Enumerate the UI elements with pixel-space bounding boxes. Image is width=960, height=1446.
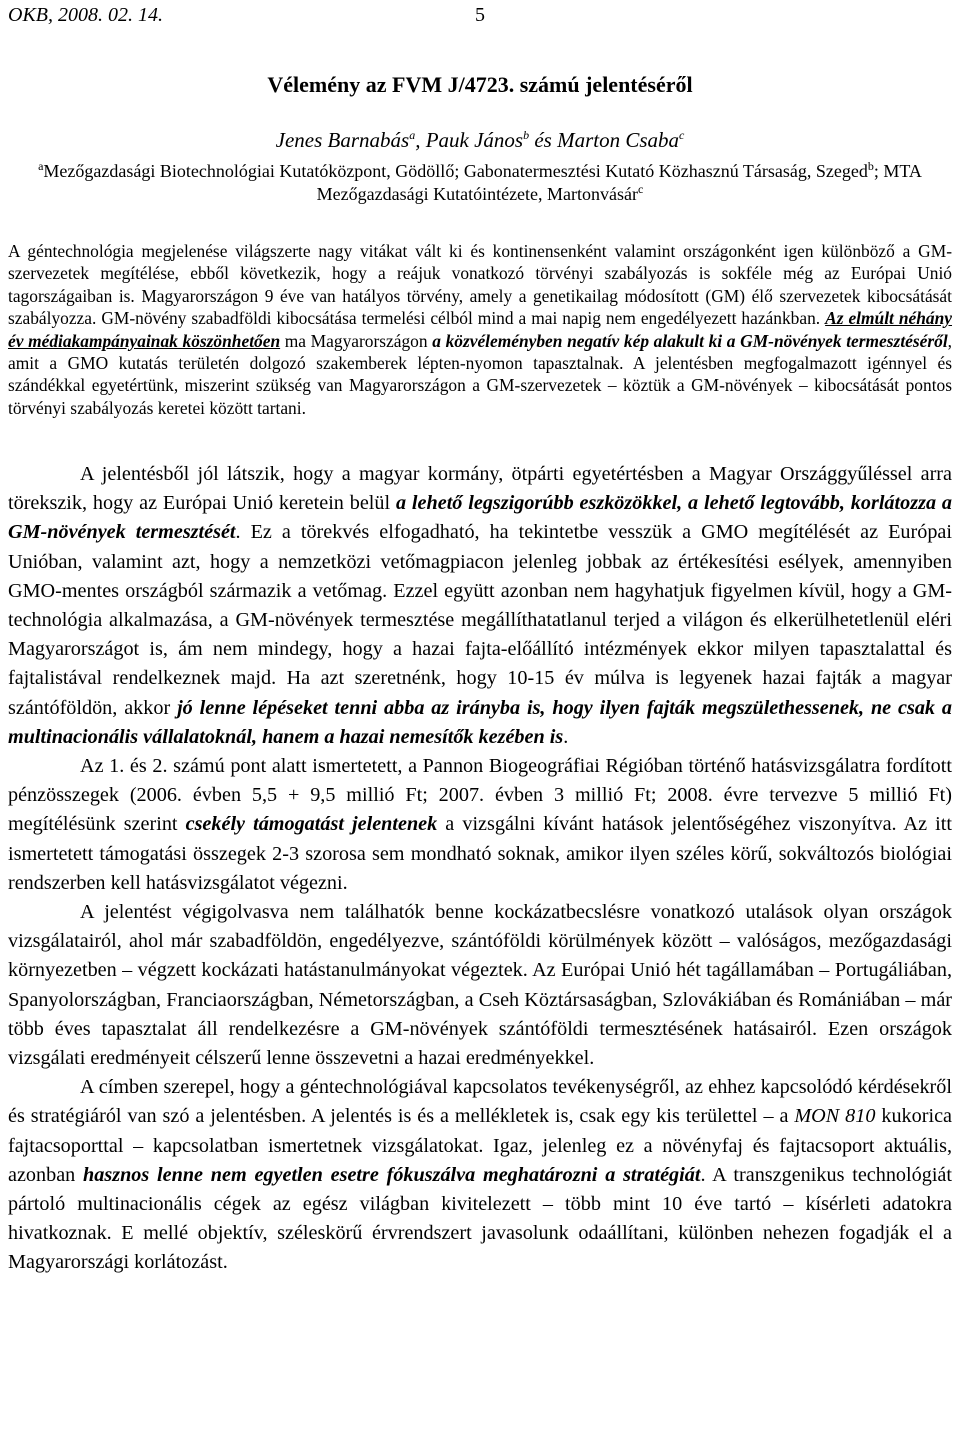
abstract [8,240,952,419]
author-superscript: a [409,128,416,142]
author-superscript: c [679,128,685,142]
abstract-text: A géntechnológia megjelenése világszerte nagy vitákat vált ki és kontinensenként valamint országonként igen különböző a GM-szervezetek megítélése, ebből következik, hogy a reájuk vonatkozó törvényi szabályozás is sokféle még az Európai Unió tagországaiban is. Magyarországon 9 éve van hatályos törvény, amely a genetikailag módosított (GM) élő szervezetek kibocsátását szabályozza. GM-növény szabadföldi kibocsátása termelési célból mind a mai napig nem engedélyezett hazánkban. [8,241,952,329]
author-name: Jenes Barnabás [275,128,410,152]
header-date: OKB, 2008. 02. 14. [8,4,163,26]
paragraph [8,1073,952,1277]
affiliation-text: Mezőgazdasági Biotechnológiai Kutatóközpont, Gödöllő; Gabonatermesztési Kutató Közhasznú Társaság, Szeged [43,161,868,181]
paragraph-text: A jelentésből jól látszik, hogy a magyar kormány, ötpárti egyetértésben a Magyar Országgyűléssel arra törekszik, hogy az Európai Unió keretein belül [8,463,952,515]
paragraph-italic: MON 810 [794,1105,876,1128]
paragraph-text: A címben szerepel, hogy a géntechnológiával kapcsolatos tevékenységről, az ehhez kapcsolódó kérdésekről és stratégiáról van szó a jelentésben. A jelentés is és a mellékletek is, csak egy kis területtel – a [8,1076,952,1128]
author-name: Pauk János [425,128,524,152]
paragraph-text: . [563,725,569,748]
affiliation-superscript: a [38,159,44,173]
paragraph-text: A jelentést végigolvasva nem találhatók benne kockázatbecslésre vonatkozó utalások olyan országok vizsgálatairól, ahol már szabadföldön, engedélyezve, szántóföldi körülmények között – valóságos, mezőgazdasági környezetben – végzett kockázati hatástanulmányokat végeztek. Az Európai Unió hét tagállamában – Portugáliában, Spanyolországban, Franciaországban, Németországban, a Cseh Köztársaságban, Szlovákiában és Romániában – már több éves tapasztalat áll rendelkezésre a GM-növények szántóföldi termesztésének hatásairól. Ezen országok vizsgálati eredményeit célszerű lenne összevetni a hazai eredményekkel. [8,901,952,1070]
paragraph-text: . A transzgenikus technológiát pártoló multinacionális cégek az egész világban kivitelezett – több mint 10 éve tartó – kísérleti adatokra hivatkoznak. E mellé objektív, széleskörű érvrendszert javasolunk odaállítani, különben nehezen fogadják el a Magyarországi korlátozást. [8,1163,952,1274]
body-text [8,460,952,1278]
affiliations [8,160,952,206]
paragraph [8,898,952,1073]
page-number: 5 [475,4,485,26]
paragraph-emphasis: csekély támogatást jelentenek [185,813,438,836]
abstract-emphasis: Az elmúlt néhány év médiakampányainak köszönhetően [8,308,953,351]
abstract-emphasis: a közvéleményben negatív kép alakult ki a GM-növények termesztéséről [432,330,948,351]
abstract-text: , amit a GMO kutatás területén dolgozó szakemberek lépten-nyomon tapasztalnak. A jelentésben megfogalmazott igénnyel és szándékkal egyetértünk, miszerint szükség van Magyarországon a GM-szervezetek – köztük a GM-növények – kibocsátását pontos törvényi szabályozás keretei között tartani. [8,330,953,418]
paragraph-text: Az 1. és 2. számú pont alatt ismertetett, a Pannon Biogeográfiai Régióban történő hatásvizsgálatra fordított pénzösszegek (2006. évben 5,5 + 9,5 millió Ft; 2007. évben 3 millió Ft; 2008. évre tervezve 5 millió Ft) megítélésünk szerint [8,755,952,836]
paragraph-emphasis: jó lenne lépéseket tenni abba az irányba is, hogy ilyen fajták megszülethessenek, ne csak a multinacionális vállalatoknál, hanem a hazai nemesítők kezében is [8,696,953,748]
affiliation-superscript: c [638,182,644,196]
paragraph-text: . Ez a törekvés elfogadható, ha tekintetbe vesszük a GMO megítélését az Európai Unióban, valamint azt, hogy a nemzetközi vetőmagpiacon jelenleg jobbak az értékesítési esélyek, amennyiben GMO-mentes országból származik a vetőmag. Ezzel együtt azonban nem hagyhatjuk figyelmen kívül, hogy a GM-technológia alkalmazása, a GM-növények termesztése megállíthatatlanul terjed a világon és elkerülhetetlenül eléri Magyarországot is, ám nem mindegy, hogy a hazai fajta-előállító intézmények ekkor milyen tapasztalattal és fajtalistával rendelkeznek majd. Ha azt szeretnénk, hogy 10-15 év múlva is legyenek hazai fajták a magyar szántóföldön, akkor [8,521,952,719]
affiliation-superscript: b [867,159,874,173]
paragraph-text: kukorica fajtacsoporttal – kapcsolatban ismertetnek vizsgálatokat. Igaz, jelenleg ez a növényfaj és fajtacsoport aktuális, azonban [8,1105,952,1186]
author-name: Marton Csaba [557,128,680,152]
paragraph [8,460,952,752]
document-title: Vélemény az FVM J/4723. számú jelentéséről [267,72,693,97]
authors: Jenes Barnabás$^a$, Pauk János$^b$ és Marton Csaba$^c$ [275,128,685,152]
author-conjunction: és [529,128,558,152]
page-header [8,4,952,34]
paragraph-emphasis: a lehető legszigorúbb eszközökkel, a lehető legtovább, korlátozza a GM-növények termesztését [8,492,952,544]
author-superscript: b [523,128,530,142]
abstract-text: ma Magyarországon [280,330,433,351]
paragraph-text: a vizsgálni kívánt hatások jelentőségéhez viszonyítva. Az itt ismertetett támogatási összegek 2-3 szorosa sem mondható soknak, amikor ilyen széles körű, sokváltozós biológiai rendszerben kell hatásvizsgálatot végezni. [8,813,952,894]
affiliation-text: ; MTA Mezőgazdasági Kutatóintézete, Martonvásár [316,161,922,204]
paragraph [8,752,952,898]
paragraph-emphasis: hasznos lenne nem egyetlen esetre fókuszálva meghatározni a stratégiát [83,1163,701,1186]
